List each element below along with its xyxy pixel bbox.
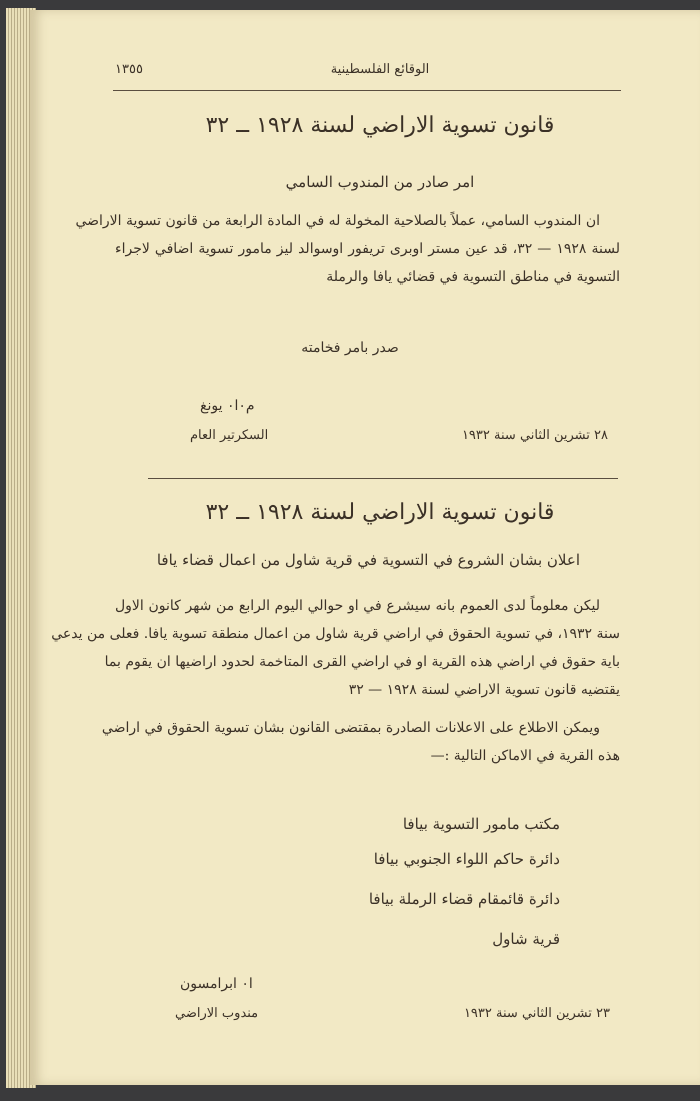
paragraph-line: ليكن معلوماً لدى العموم بانه سيشرع في او حوالي اليوم الرابع من شهر كانون الاول (115, 598, 600, 614)
section2-paragraph1 (51, 592, 620, 704)
section-divider (148, 478, 618, 479)
paragraph-line: لسنة ١٩٢٨ — ٣٢، قد عين مستر اوبرى تريفور اوسوالد ليز مامور تسوية اضافي لاجراء (115, 241, 620, 257)
section2-title: قانون تسوية الاراضي لسنة ١٩٢٨ ــ ٣٢ (205, 500, 555, 525)
notice-date: ٢٣ تشرين الثاني سنة ١٩٣٢ (463, 1006, 610, 1021)
section2-paragraph2 (101, 714, 620, 770)
section2-subtitle: اعلان بشان الشروع في التسوية في قرية شاول من اعمال قضاء يافا (156, 551, 580, 569)
paragraph-line: باية حقوق في اراضي هذه القرية او في اراضي القرى المتاخمة لحدود اراضيها ان يقوم بما (104, 654, 620, 670)
paragraph-line: هذه القرية في الاماكن التالية :— (430, 748, 620, 764)
publication-title: الوقائع الفلسطينية (330, 62, 430, 77)
signatory-name: ا٠ ابرامسون (180, 976, 253, 992)
document-page (30, 10, 700, 1085)
section1-subtitle: امر صادر من المندوب السامي (285, 173, 475, 191)
header-divider (113, 90, 621, 91)
location-item: دائرة قائمقام قضاء الرملة بيافا (368, 890, 560, 908)
page-number: ١٣٥٥ (115, 62, 143, 77)
issued-by: صدر بامر فخامته (301, 340, 399, 356)
order-date: ٢٨ تشرين الثاني سنة ١٩٣٢ (461, 428, 608, 443)
location-item: دائرة حاكم اللواء الجنوبي بيافا (373, 850, 560, 868)
paragraph-line: سنة ١٩٣٢، في تسوية الحقوق في اراضي قرية شاول من اعمال منطقة تسوية يافا. فعلى من يدعي (51, 626, 620, 642)
paragraph-line: ويمكن الاطلاع على الاعلانات الصادرة بمقتضى القانون بشان تسوية الحقوق في اراضي (101, 720, 600, 736)
location-item: قرية شاول (492, 930, 560, 948)
section1-paragraph (75, 207, 620, 291)
paragraph-line: ان المندوب السامي، عملاً بالصلاحية المخولة له في المادة الرابعة من قانون تسوية الاراضي (75, 213, 600, 229)
signatory-title: السكرتير العام (190, 428, 269, 443)
section1-title: قانون تسوية الاراضي لسنة ١٩٢٨ ــ ٣٢ (205, 113, 555, 138)
paragraph-line: يقتضيه قانون تسوية الاراضي لسنة ١٩٢٨ — ٣٢ (348, 682, 620, 698)
signatory-name: م٠ا٠ يونغ (200, 398, 255, 414)
paragraph-line: التسوية في مناطق التسوية في قضائي يافا والرملة (326, 269, 620, 285)
signatory-title: مندوب الاراضي (175, 1006, 259, 1021)
location-item: مكتب مامور التسوية بيافا (402, 815, 560, 833)
